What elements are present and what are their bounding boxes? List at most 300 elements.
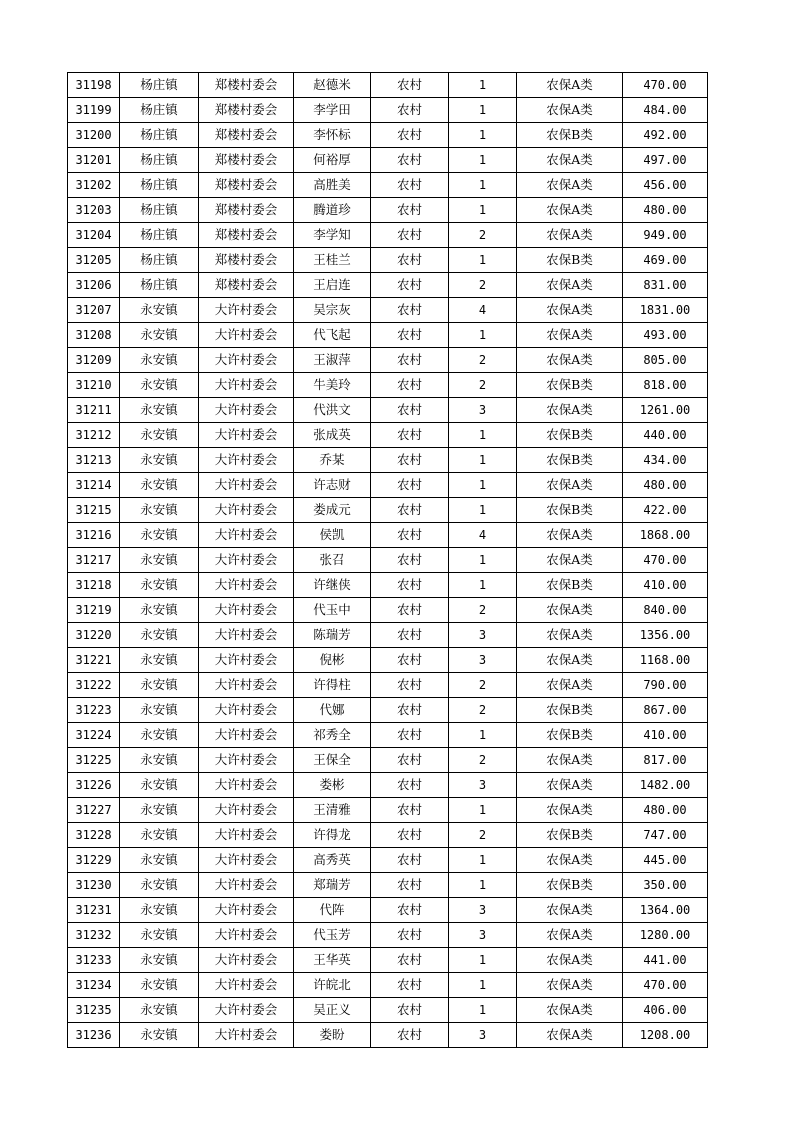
area-cell: 农村 — [371, 848, 449, 873]
town-cell: 杨庄镇 — [120, 198, 199, 223]
village-cell: 大许村委会 — [199, 598, 294, 623]
town-cell: 永安镇 — [120, 573, 199, 598]
table-row — [68, 348, 708, 373]
village-cell: 郑楼村委会 — [199, 273, 294, 298]
table-row — [68, 423, 708, 448]
town-cell: 永安镇 — [120, 623, 199, 648]
id-cell: 31198 — [68, 73, 120, 98]
category-cell: 农保A类 — [517, 648, 623, 673]
name-cell: 郑瑞芳 — [294, 873, 371, 898]
data-table — [67, 72, 708, 1048]
village-cell: 大许村委会 — [199, 348, 294, 373]
village-cell: 大许村委会 — [199, 973, 294, 998]
count-cell: 1 — [449, 573, 517, 598]
area-cell: 农村 — [371, 523, 449, 548]
id-cell: 31235 — [68, 998, 120, 1023]
area-cell: 农村 — [371, 73, 449, 98]
amount-cell: 1168.00 — [623, 648, 708, 673]
count-cell: 3 — [449, 1023, 517, 1048]
amount-cell: 456.00 — [623, 173, 708, 198]
village-cell: 大许村委会 — [199, 448, 294, 473]
village-cell: 大许村委会 — [199, 723, 294, 748]
table-row — [68, 473, 708, 498]
table-row — [68, 873, 708, 898]
id-cell: 31233 — [68, 948, 120, 973]
village-cell: 大许村委会 — [199, 898, 294, 923]
name-cell: 乔某 — [294, 448, 371, 473]
table-row — [68, 223, 708, 248]
town-cell: 永安镇 — [120, 973, 199, 998]
village-cell: 大许村委会 — [199, 648, 294, 673]
amount-cell: 805.00 — [623, 348, 708, 373]
name-cell: 代飞起 — [294, 323, 371, 348]
village-cell: 大许村委会 — [199, 298, 294, 323]
count-cell: 1 — [449, 173, 517, 198]
id-cell: 31216 — [68, 523, 120, 548]
category-cell: 农保A类 — [517, 523, 623, 548]
table-row — [68, 998, 708, 1023]
village-cell: 大许村委会 — [199, 323, 294, 348]
amount-cell: 440.00 — [623, 423, 708, 448]
village-cell: 大许村委会 — [199, 873, 294, 898]
category-cell: 农保A类 — [517, 98, 623, 123]
id-cell: 31212 — [68, 423, 120, 448]
amount-cell: 480.00 — [623, 198, 708, 223]
table-row — [68, 748, 708, 773]
name-cell: 王淑萍 — [294, 348, 371, 373]
town-cell: 永安镇 — [120, 523, 199, 548]
category-cell: 农保B类 — [517, 698, 623, 723]
area-cell: 农村 — [371, 273, 449, 298]
village-cell: 大许村委会 — [199, 373, 294, 398]
id-cell: 31223 — [68, 698, 120, 723]
amount-cell: 469.00 — [623, 248, 708, 273]
village-cell: 大许村委会 — [199, 698, 294, 723]
id-cell: 31231 — [68, 898, 120, 923]
id-cell: 31213 — [68, 448, 120, 473]
table-row — [68, 298, 708, 323]
town-cell: 永安镇 — [120, 723, 199, 748]
count-cell: 2 — [449, 748, 517, 773]
area-cell: 农村 — [371, 723, 449, 748]
table-row — [68, 1023, 708, 1048]
id-cell: 31199 — [68, 98, 120, 123]
area-cell: 农村 — [371, 298, 449, 323]
area-cell: 农村 — [371, 248, 449, 273]
count-cell: 3 — [449, 773, 517, 798]
area-cell: 农村 — [371, 323, 449, 348]
table-row — [68, 698, 708, 723]
amount-cell: 1208.00 — [623, 1023, 708, 1048]
id-cell: 31221 — [68, 648, 120, 673]
count-cell: 3 — [449, 648, 517, 673]
amount-cell: 493.00 — [623, 323, 708, 348]
id-cell: 31207 — [68, 298, 120, 323]
table-row — [68, 248, 708, 273]
town-cell: 杨庄镇 — [120, 148, 199, 173]
category-cell: 农保A类 — [517, 973, 623, 998]
town-cell: 永安镇 — [120, 848, 199, 873]
category-cell: 农保A类 — [517, 1023, 623, 1048]
category-cell: 农保B类 — [517, 823, 623, 848]
id-cell: 31225 — [68, 748, 120, 773]
table-row — [68, 773, 708, 798]
amount-cell: 867.00 — [623, 698, 708, 723]
category-cell: 农保A类 — [517, 623, 623, 648]
id-cell: 31206 — [68, 273, 120, 298]
id-cell: 31205 — [68, 248, 120, 273]
town-cell: 杨庄镇 — [120, 98, 199, 123]
count-cell: 1 — [449, 448, 517, 473]
name-cell: 王保全 — [294, 748, 371, 773]
table-row — [68, 673, 708, 698]
area-cell: 农村 — [371, 98, 449, 123]
area-cell: 农村 — [371, 423, 449, 448]
name-cell: 许志财 — [294, 473, 371, 498]
area-cell: 农村 — [371, 623, 449, 648]
id-cell: 31232 — [68, 923, 120, 948]
amount-cell: 817.00 — [623, 748, 708, 773]
amount-cell: 484.00 — [623, 98, 708, 123]
table-row — [68, 148, 708, 173]
table-row — [68, 398, 708, 423]
village-cell: 大许村委会 — [199, 523, 294, 548]
village-cell: 大许村委会 — [199, 673, 294, 698]
name-cell: 祁秀全 — [294, 723, 371, 748]
count-cell: 1 — [449, 148, 517, 173]
amount-cell: 949.00 — [623, 223, 708, 248]
count-cell: 2 — [449, 373, 517, 398]
id-cell: 31234 — [68, 973, 120, 998]
town-cell: 永安镇 — [120, 348, 199, 373]
table-row — [68, 623, 708, 648]
count-cell: 2 — [449, 223, 517, 248]
id-cell: 31214 — [68, 473, 120, 498]
area-cell: 农村 — [371, 823, 449, 848]
table-row — [68, 898, 708, 923]
area-cell: 农村 — [371, 473, 449, 498]
id-cell: 31203 — [68, 198, 120, 223]
town-cell: 永安镇 — [120, 448, 199, 473]
village-cell: 大许村委会 — [199, 998, 294, 1023]
area-cell: 农村 — [371, 948, 449, 973]
amount-cell: 410.00 — [623, 573, 708, 598]
area-cell: 农村 — [371, 123, 449, 148]
id-cell: 31204 — [68, 223, 120, 248]
name-cell: 腾道珍 — [294, 198, 371, 223]
table-row — [68, 573, 708, 598]
town-cell: 永安镇 — [120, 598, 199, 623]
name-cell: 娄盼 — [294, 1023, 371, 1048]
name-cell: 高秀英 — [294, 848, 371, 873]
area-cell: 农村 — [371, 498, 449, 523]
area-cell: 农村 — [371, 448, 449, 473]
id-cell: 31202 — [68, 173, 120, 198]
area-cell: 农村 — [371, 898, 449, 923]
name-cell: 许皖北 — [294, 973, 371, 998]
count-cell: 1 — [449, 873, 517, 898]
table-row — [68, 498, 708, 523]
village-cell: 大许村委会 — [199, 623, 294, 648]
area-cell: 农村 — [371, 773, 449, 798]
table-row — [68, 823, 708, 848]
village-cell: 郑楼村委会 — [199, 248, 294, 273]
area-cell: 农村 — [371, 1023, 449, 1048]
name-cell: 何裕厚 — [294, 148, 371, 173]
town-cell: 杨庄镇 — [120, 223, 199, 248]
amount-cell: 840.00 — [623, 598, 708, 623]
village-cell: 大许村委会 — [199, 823, 294, 848]
category-cell: 农保B类 — [517, 373, 623, 398]
category-cell: 农保A类 — [517, 598, 623, 623]
table-row — [68, 723, 708, 748]
count-cell: 1 — [449, 73, 517, 98]
count-cell: 2 — [449, 823, 517, 848]
area-cell: 农村 — [371, 648, 449, 673]
count-cell: 3 — [449, 398, 517, 423]
name-cell: 娄彬 — [294, 773, 371, 798]
town-cell: 永安镇 — [120, 823, 199, 848]
id-cell: 31222 — [68, 673, 120, 698]
amount-cell: 1831.00 — [623, 298, 708, 323]
count-cell: 1 — [449, 248, 517, 273]
area-cell: 农村 — [371, 223, 449, 248]
area-cell: 农村 — [371, 873, 449, 898]
category-cell: 农保A类 — [517, 323, 623, 348]
count-cell: 1 — [449, 723, 517, 748]
area-cell: 农村 — [371, 673, 449, 698]
village-cell: 大许村委会 — [199, 398, 294, 423]
id-cell: 31219 — [68, 598, 120, 623]
village-cell: 大许村委会 — [199, 848, 294, 873]
amount-cell: 1482.00 — [623, 773, 708, 798]
count-cell: 1 — [449, 848, 517, 873]
village-cell: 大许村委会 — [199, 423, 294, 448]
amount-cell: 410.00 — [623, 723, 708, 748]
amount-cell: 1364.00 — [623, 898, 708, 923]
table-row — [68, 173, 708, 198]
amount-cell: 470.00 — [623, 973, 708, 998]
town-cell: 永安镇 — [120, 923, 199, 948]
village-cell: 郑楼村委会 — [199, 148, 294, 173]
category-cell: 农保A类 — [517, 148, 623, 173]
id-cell: 31224 — [68, 723, 120, 748]
area-cell: 农村 — [371, 573, 449, 598]
area-cell: 农村 — [371, 998, 449, 1023]
count-cell: 2 — [449, 598, 517, 623]
category-cell: 农保B类 — [517, 248, 623, 273]
category-cell: 农保B类 — [517, 573, 623, 598]
town-cell: 永安镇 — [120, 398, 199, 423]
town-cell: 杨庄镇 — [120, 73, 199, 98]
name-cell: 王启连 — [294, 273, 371, 298]
id-cell: 31220 — [68, 623, 120, 648]
category-cell: 农保B类 — [517, 498, 623, 523]
village-cell: 郑楼村委会 — [199, 123, 294, 148]
id-cell: 31200 — [68, 123, 120, 148]
town-cell: 永安镇 — [120, 323, 199, 348]
area-cell: 农村 — [371, 373, 449, 398]
id-cell: 31218 — [68, 573, 120, 598]
count-cell: 1 — [449, 973, 517, 998]
category-cell: 农保A类 — [517, 748, 623, 773]
category-cell: 农保A类 — [517, 223, 623, 248]
area-cell: 农村 — [371, 798, 449, 823]
amount-cell: 790.00 — [623, 673, 708, 698]
name-cell: 许得柱 — [294, 673, 371, 698]
id-cell: 31227 — [68, 798, 120, 823]
name-cell: 王清雅 — [294, 798, 371, 823]
table-row — [68, 373, 708, 398]
category-cell: 农保A类 — [517, 898, 623, 923]
town-cell: 永安镇 — [120, 373, 199, 398]
area-cell: 农村 — [371, 198, 449, 223]
id-cell: 31211 — [68, 398, 120, 423]
category-cell: 农保A类 — [517, 73, 623, 98]
count-cell: 4 — [449, 298, 517, 323]
category-cell: 农保A类 — [517, 298, 623, 323]
id-cell: 31230 — [68, 873, 120, 898]
name-cell: 代洪文 — [294, 398, 371, 423]
town-cell: 杨庄镇 — [120, 173, 199, 198]
area-cell: 农村 — [371, 923, 449, 948]
village-cell: 郑楼村委会 — [199, 223, 294, 248]
table-row — [68, 273, 708, 298]
name-cell: 李怀标 — [294, 123, 371, 148]
amount-cell: 470.00 — [623, 548, 708, 573]
count-cell: 4 — [449, 523, 517, 548]
count-cell: 1 — [449, 198, 517, 223]
town-cell: 杨庄镇 — [120, 123, 199, 148]
village-cell: 郑楼村委会 — [199, 73, 294, 98]
name-cell: 吴宗灰 — [294, 298, 371, 323]
name-cell: 代玉中 — [294, 598, 371, 623]
village-cell: 郑楼村委会 — [199, 98, 294, 123]
town-cell: 永安镇 — [120, 498, 199, 523]
count-cell: 1 — [449, 998, 517, 1023]
name-cell: 许继侠 — [294, 573, 371, 598]
table-row — [68, 548, 708, 573]
name-cell: 王桂兰 — [294, 248, 371, 273]
town-cell: 永安镇 — [120, 648, 199, 673]
area-cell: 农村 — [371, 598, 449, 623]
town-cell: 永安镇 — [120, 673, 199, 698]
id-cell: 31228 — [68, 823, 120, 848]
amount-cell: 747.00 — [623, 823, 708, 848]
amount-cell: 1868.00 — [623, 523, 708, 548]
area-cell: 农村 — [371, 548, 449, 573]
village-cell: 大许村委会 — [199, 773, 294, 798]
name-cell: 张成英 — [294, 423, 371, 448]
village-cell: 大许村委会 — [199, 548, 294, 573]
category-cell: 农保A类 — [517, 948, 623, 973]
amount-cell: 480.00 — [623, 798, 708, 823]
village-cell: 大许村委会 — [199, 948, 294, 973]
table-row — [68, 848, 708, 873]
name-cell: 许得龙 — [294, 823, 371, 848]
category-cell: 农保A类 — [517, 198, 623, 223]
area-cell: 农村 — [371, 398, 449, 423]
name-cell: 代玉芳 — [294, 923, 371, 948]
area-cell: 农村 — [371, 148, 449, 173]
village-cell: 大许村委会 — [199, 923, 294, 948]
area-cell: 农村 — [371, 173, 449, 198]
id-cell: 31217 — [68, 548, 120, 573]
town-cell: 永安镇 — [120, 948, 199, 973]
town-cell: 杨庄镇 — [120, 248, 199, 273]
amount-cell: 1261.00 — [623, 398, 708, 423]
amount-cell: 831.00 — [623, 273, 708, 298]
category-cell: 农保A类 — [517, 798, 623, 823]
count-cell: 1 — [449, 948, 517, 973]
town-cell: 永安镇 — [120, 998, 199, 1023]
village-cell: 郑楼村委会 — [199, 173, 294, 198]
area-cell: 农村 — [371, 748, 449, 773]
town-cell: 永安镇 — [120, 898, 199, 923]
area-cell: 农村 — [371, 698, 449, 723]
amount-cell: 1356.00 — [623, 623, 708, 648]
category-cell: 农保A类 — [517, 773, 623, 798]
count-cell: 1 — [449, 423, 517, 448]
town-cell: 永安镇 — [120, 873, 199, 898]
id-cell: 31229 — [68, 848, 120, 873]
name-cell: 娄成元 — [294, 498, 371, 523]
category-cell: 农保A类 — [517, 848, 623, 873]
village-cell: 大许村委会 — [199, 748, 294, 773]
count-cell: 3 — [449, 898, 517, 923]
name-cell: 赵德米 — [294, 73, 371, 98]
table-row — [68, 198, 708, 223]
amount-cell: 422.00 — [623, 498, 708, 523]
id-cell: 31209 — [68, 348, 120, 373]
category-cell: 农保A类 — [517, 548, 623, 573]
id-cell: 31210 — [68, 373, 120, 398]
category-cell: 农保A类 — [517, 398, 623, 423]
category-cell: 农保B类 — [517, 723, 623, 748]
town-cell: 永安镇 — [120, 423, 199, 448]
village-cell: 大许村委会 — [199, 498, 294, 523]
area-cell: 农村 — [371, 973, 449, 998]
table-row — [68, 323, 708, 348]
category-cell: 农保A类 — [517, 273, 623, 298]
village-cell: 郑楼村委会 — [199, 198, 294, 223]
table-row — [68, 123, 708, 148]
category-cell: 农保A类 — [517, 998, 623, 1023]
table-row — [68, 798, 708, 823]
table-row — [68, 648, 708, 673]
amount-cell: 445.00 — [623, 848, 708, 873]
count-cell: 1 — [449, 473, 517, 498]
id-cell: 31201 — [68, 148, 120, 173]
category-cell: 农保B类 — [517, 873, 623, 898]
count-cell: 2 — [449, 273, 517, 298]
name-cell: 代阵 — [294, 898, 371, 923]
category-cell: 农保A类 — [517, 673, 623, 698]
count-cell: 3 — [449, 923, 517, 948]
town-cell: 永安镇 — [120, 298, 199, 323]
village-cell: 大许村委会 — [199, 798, 294, 823]
village-cell: 大许村委会 — [199, 473, 294, 498]
amount-cell: 441.00 — [623, 948, 708, 973]
town-cell: 永安镇 — [120, 1023, 199, 1048]
table-body — [68, 73, 708, 1048]
count-cell: 2 — [449, 673, 517, 698]
amount-cell: 434.00 — [623, 448, 708, 473]
table-row — [68, 98, 708, 123]
count-cell: 2 — [449, 348, 517, 373]
category-cell: 农保B类 — [517, 448, 623, 473]
table-row — [68, 598, 708, 623]
